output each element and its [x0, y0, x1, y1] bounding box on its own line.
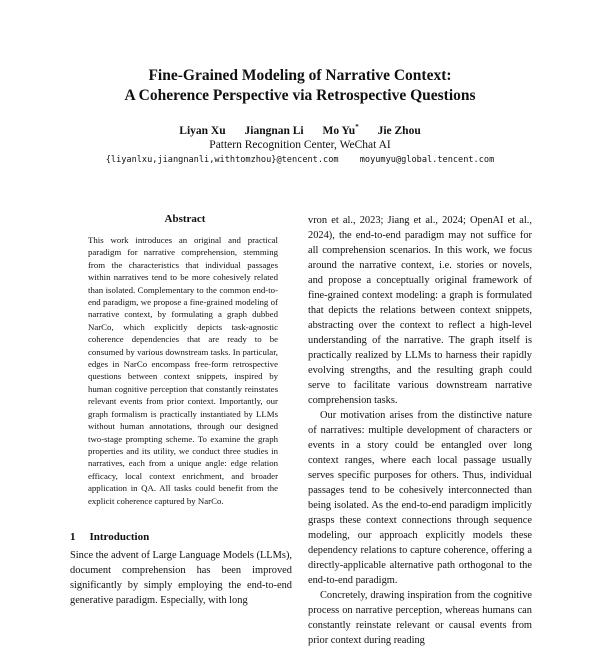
- email-address: moyumyu@global.tencent.com: [359, 155, 495, 165]
- body-paragraph: Concretely, drawing inspiration from the cognitive process on narrative perception, whereas humans can constantly reinstate relevant or causal events from prior context during reading: [308, 590, 532, 646]
- author-name: Jie Zhou: [377, 124, 421, 137]
- email-address: {liyanlxu,jiangnanli,withtomzhou}@tencent.com: [105, 155, 339, 165]
- affiliation: Pattern Recognition Center, WeChat AI: [209, 139, 391, 151]
- author-list: [0, 123, 600, 137]
- corresponding-mark: *: [355, 123, 359, 131]
- author-name: Mo Yu*: [322, 123, 359, 137]
- author-name: Jiangnan Li: [244, 124, 304, 137]
- section-heading: [70, 531, 149, 543]
- intro-paragraph: Since the advent of Large Language Models (LLMs), document comprehension has been improved significantly by simply employing the end-to-end generative paradigm. Especially, with long: [70, 550, 292, 606]
- right-column: [308, 213, 532, 648]
- section-title: Introduction: [89, 531, 150, 543]
- author-name: Liyan Xu: [179, 124, 226, 137]
- paper-title: [0, 66, 600, 106]
- title-line-2: A Coherence Perspective via Retrospective Questions: [124, 87, 476, 104]
- title-line-1: Fine-Grained Modeling of Narrative Context:: [148, 67, 452, 84]
- abstract-body: This work introduces an original and practical paradigm for narrative comprehension, stemming from the characteristics that individual passages within narratives tend to be more cohesively related than isolated. Complementary to the common end-to-end paradigm, we propose a fine-grained modeling of narrative context, by formulating a graph dubbed NarCo, which explicitly depicts task-agnostic coherence dependencies that are ready to be consumed by various downstream tasks. In particular, edges in NarCo encompass free-form retrospective questions between context snippets, inspired by human cognitive perception that constantly reinstates relevant events from prior context. Importantly, our graph formalism is practically instantiated by LLMs without human annotations, through our designed two-stage prompting scheme. To examine the graph properties and its utility, we conduct three studies in narratives, each from a unique angle: edge relation efficacy, local context enrichment, and broader application in QA. All tasks could benefit from the explicit coherence captured by NarCo.: [88, 235, 278, 506]
- email-list: [0, 155, 600, 165]
- body-paragraph: vron et al., 2023; Jiang et al., 2024; OpenAI et al., 2024), the end-to-end paradigm may not suffice for all comprehension scenarios. In this work, we focus around the narrative context, i.e. stories or novels, and propose a conceptually original framework of fine-grained context modeling: a graph is formulated that depicts the relations between context snippets, abstracting over the context to reflect a high-level understanding of the narrative. The graph itself is practically realized by LLMs to harness their rapidly evolving strengths, and the resulting graph could serve to facilitate various downstream narrative comprehension tasks.: [308, 215, 532, 406]
- section-number: 1: [70, 531, 76, 543]
- body-paragraph: Our motivation arises from the distinctive nature of narratives: multiple development of characters or events in a story could be entangled over long context ranges, where each local passage usually serves specific purposes for others. Thus, individual passages tend to be cohesively interconnected than being isolated. As the end-to-end paradigm implicitly grasps these context connections through sequence modeling, our approach explicitly models these dependency relations to capture coherence, offering a directly-applicable alternative path orthogonal to the end-to-end paradigm.: [308, 410, 532, 586]
- abstract-heading: Abstract: [164, 213, 206, 225]
